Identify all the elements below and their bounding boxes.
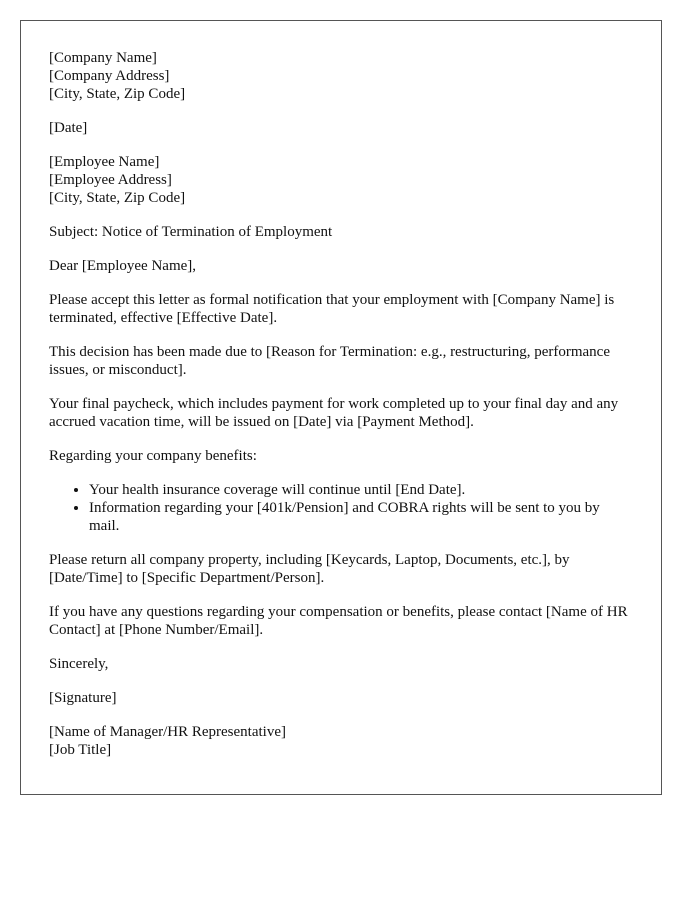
termination-notice-paragraph: Please accept this letter as formal notification that your employment with [Company Name] is terminated, effective [Effective Date].: [49, 292, 615, 326]
company-address: [Company Address]: [49, 68, 170, 84]
employee-city-state-zip: [City, State, Zip Code]: [49, 190, 186, 206]
salutation: Dear [Employee Name],: [49, 258, 197, 274]
benefits-intro: Regarding your company benefits:: [49, 448, 257, 464]
company-property-paragraph: Please return all company property, including [Keycards, Laptop, Documents, etc.], by [Date/Time] to [Specific Department/Person].: [49, 552, 570, 586]
signer-job-title: [Job Title]: [49, 742, 112, 758]
closing: Sincerely,: [49, 656, 109, 672]
signature: [Signature]: [49, 690, 117, 706]
termination-reason-paragraph: This decision has been made due to [Reason for Termination: e.g., restructuring, performance issues, or misconduct].: [49, 344, 610, 378]
employee-name: [Employee Name]: [49, 154, 160, 170]
benefits-list-item: • Your health insurance coverage will continue until [End Date].: [89, 481, 633, 499]
signer-name: [Name of Manager/HR Representative]: [49, 724, 286, 740]
company-address-block: [49, 49, 633, 103]
final-paycheck-paragraph: Your final paycheck, which includes payment for work completed up to your final day and any accrued vacation time, will be issued on [Date] via [Payment Method].: [49, 396, 619, 430]
company-name: [Company Name]: [49, 50, 157, 66]
benefits-list-item: • Information regarding your [401k/Pension] and COBRA rights will be sent to you by mail.: [89, 499, 633, 535]
subject-line: Subject: Notice of Termination of Employment: [49, 224, 333, 240]
employee-address-block: [49, 153, 633, 207]
letter-page: [20, 20, 662, 795]
employee-address: [Employee Address]: [49, 172, 172, 188]
signer-block: [49, 723, 633, 759]
benefits-list: [49, 481, 633, 535]
questions-paragraph: If you have any questions regarding your compensation or benefits, please contact [Name of HR Contact] at [Phone Number/Email].: [49, 604, 628, 638]
letter-date: [Date]: [49, 120, 88, 136]
company-city-state-zip: [City, State, Zip Code]: [49, 86, 186, 102]
